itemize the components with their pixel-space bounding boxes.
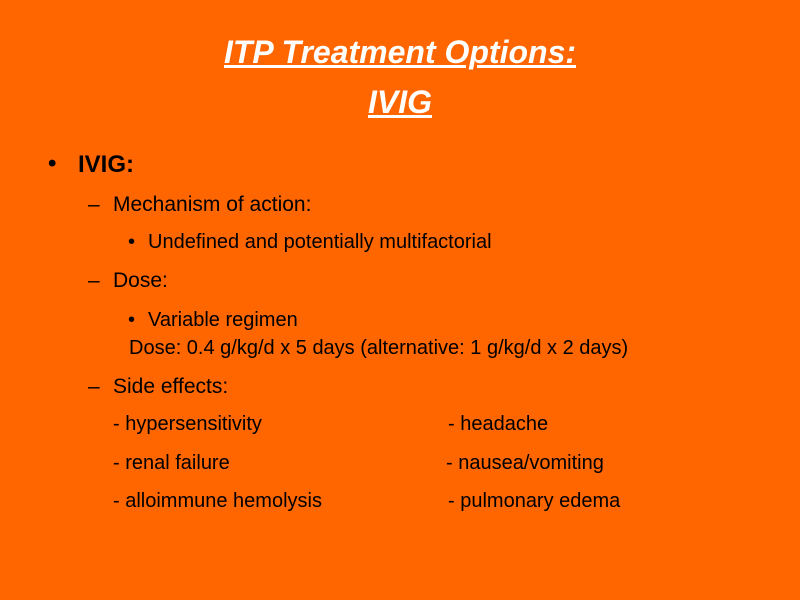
main-bullet-ivig: IVIG: [78, 151, 135, 178]
side-effect-right: - pulmonary edema [448, 490, 621, 512]
dose-detail-amount: Dose: 0.4 g/kg/d x 5 days (alternative: 1 g/kg/d x 2 days) [129, 337, 629, 359]
side-effects-label: Side effects: [113, 375, 229, 398]
dash-icon: – [88, 193, 100, 216]
slide-title-line-1: ITP Treatment Options: [223, 34, 577, 70]
dose-label: Dose: [113, 269, 168, 292]
dose-detail-regimen: Variable regimen [148, 309, 298, 331]
bullet-icon: • [128, 231, 136, 253]
bullet-icon: • [128, 309, 136, 331]
side-effect-right: - headache [448, 413, 549, 435]
slide-title-line-2: IVIG [367, 84, 432, 120]
dash-icon: – [88, 269, 100, 292]
bullet-icon: • [48, 150, 57, 177]
side-effect-left: - renal failure [113, 452, 230, 474]
side-effect-left: - alloimmune hemolysis [113, 490, 322, 512]
side-effect-right: - nausea/vomiting [446, 452, 604, 474]
mechanism-label: Mechanism of action: [113, 193, 312, 216]
side-effect-left: - hypersensitivity [113, 413, 262, 435]
dash-icon: – [88, 375, 100, 398]
mechanism-detail: Undefined and potentially multifactorial [148, 231, 492, 253]
